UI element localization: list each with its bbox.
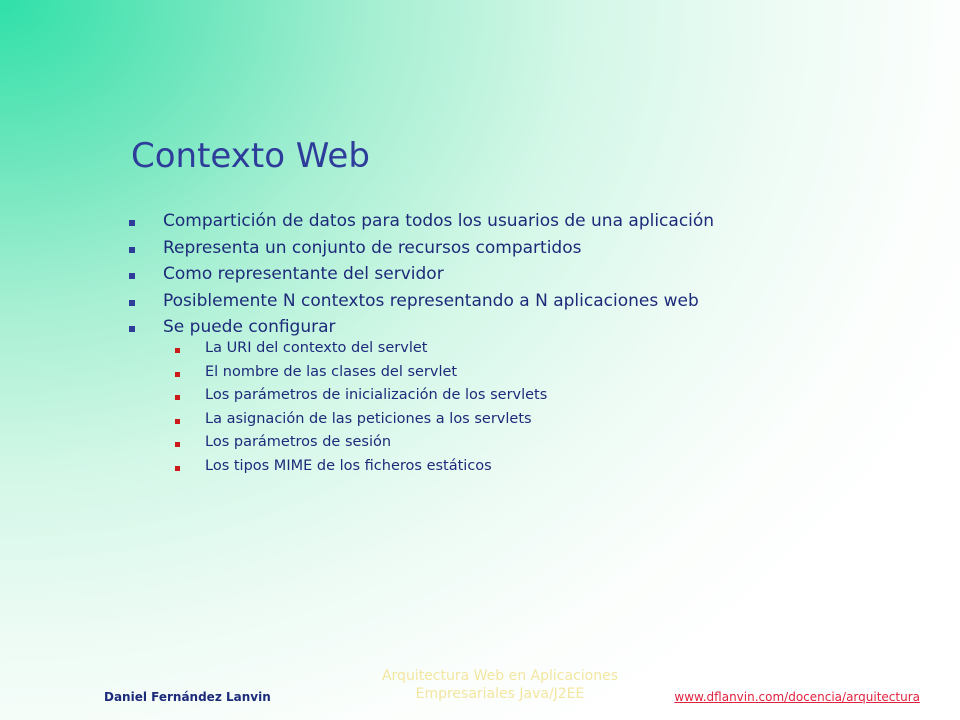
square-bullet-icon: [129, 220, 135, 226]
sub-bullet-text: Los parámetros de inicialización de los servlets: [205, 387, 548, 404]
bullet-item: [129, 235, 714, 262]
bullet-text: Compartición de datos para todos los usuarios de una aplicación: [163, 211, 715, 231]
square-bullet-icon: [175, 442, 180, 447]
bullet-item: [129, 261, 714, 288]
footer-course-line: Arquitectura Web en Aplicaciones: [381, 668, 619, 684]
square-bullet-icon: [129, 273, 135, 279]
square-bullet-icon: [175, 419, 180, 424]
sub-bullet-item: [175, 408, 547, 432]
footer-course-title: [340, 667, 660, 703]
sub-bullet-text: Los tipos MIME de los ficheros estáticos: [205, 457, 492, 474]
sub-bullet-item: [175, 455, 547, 479]
sub-bullet-item: [175, 337, 547, 361]
square-bullet-icon: [175, 372, 180, 377]
footer-author: Daniel Fernández Lanvin: [104, 690, 271, 704]
bullet-text: Posiblemente N contextos representando a N aplicaciones web: [163, 290, 699, 311]
sub-bullet-item: [175, 431, 547, 455]
square-bullet-icon: [129, 247, 135, 253]
bullet-text: Representa un conjunto de recursos compartidos: [163, 237, 582, 258]
square-bullet-icon: [129, 326, 135, 332]
sub-bullet-item: [175, 384, 547, 408]
square-bullet-icon: [175, 395, 180, 400]
square-bullet-icon: [175, 348, 180, 353]
bullet-item: [129, 208, 714, 235]
sub-bullet-list: [175, 337, 547, 479]
bullet-list: [129, 208, 714, 341]
bullet-text: Como representante del servidor: [163, 264, 444, 284]
bullet-item: [129, 288, 714, 315]
sub-bullet-text: La asignación de las peticiones a los servlets: [205, 410, 532, 427]
square-bullet-icon: [175, 466, 180, 471]
square-bullet-icon: [129, 300, 135, 306]
sub-bullet-text: Los parámetros de sesión: [205, 434, 392, 451]
sub-bullet-text: El nombre de las clases del servlet: [205, 363, 458, 380]
sub-bullet-item: [175, 361, 547, 385]
footer-course-line: Empresariales Java/J2EE: [415, 686, 585, 702]
footer-website-link[interactable]: www.dflanvin.com/docencia/arquitectura: [674, 690, 920, 704]
bullet-text: Se puede configurar: [163, 317, 336, 337]
slide-title: Contexto Web: [131, 136, 370, 176]
sub-bullet-text: La URI del contexto del servlet: [205, 340, 428, 356]
